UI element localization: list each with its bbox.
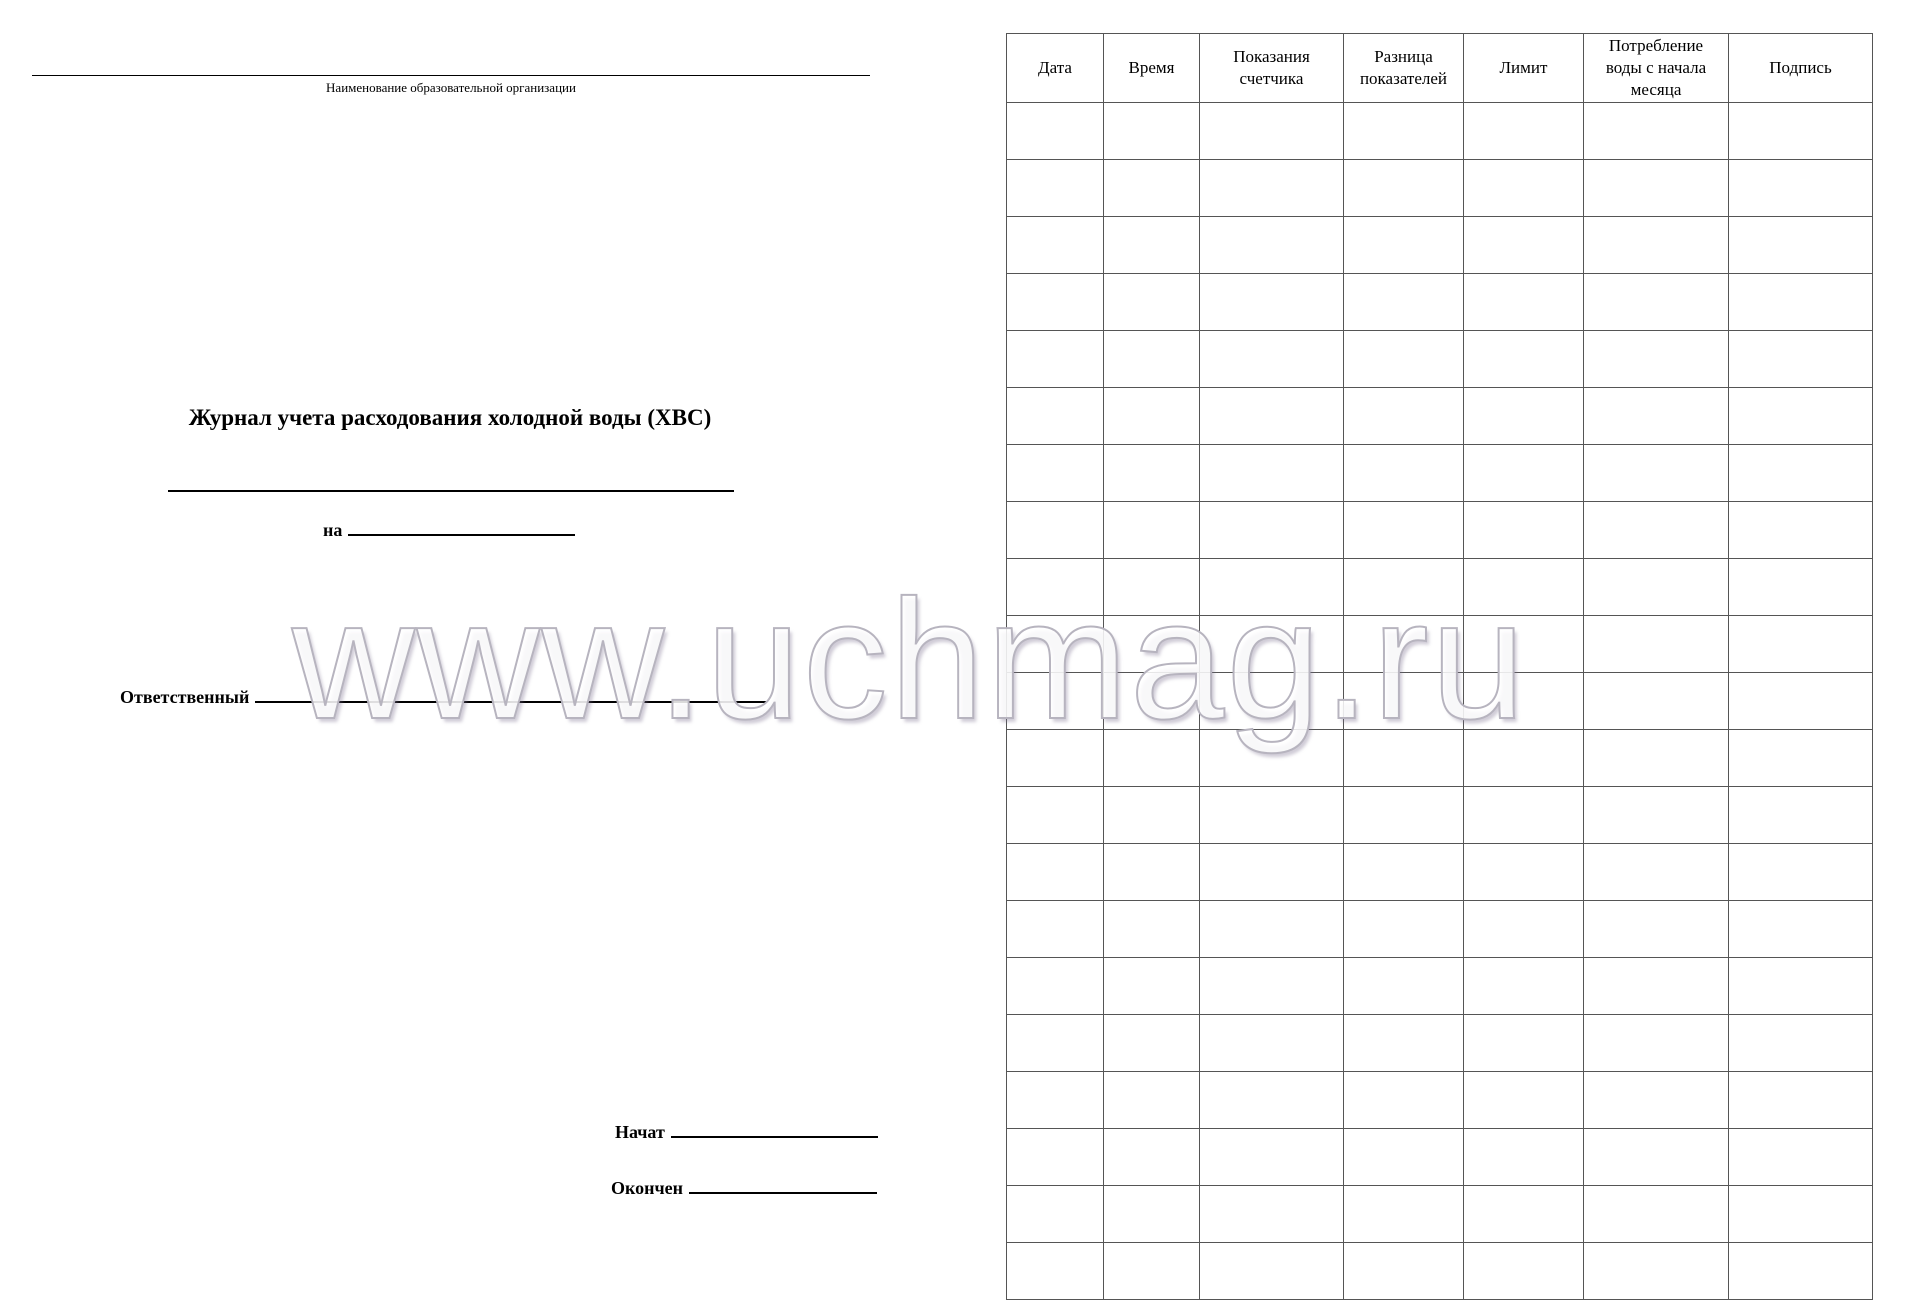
- table-cell[interactable]: [1729, 388, 1873, 445]
- table-cell[interactable]: [1464, 1186, 1584, 1243]
- table-cell[interactable]: [1007, 1072, 1104, 1129]
- table-cell[interactable]: [1584, 331, 1729, 388]
- table-cell[interactable]: [1344, 160, 1464, 217]
- table-cell[interactable]: [1584, 1129, 1729, 1186]
- table-cell[interactable]: [1464, 388, 1584, 445]
- table-cell[interactable]: [1344, 103, 1464, 160]
- organization-name-caption: Наименование образовательной организации: [326, 80, 576, 95]
- table-cell[interactable]: [1729, 730, 1873, 787]
- table-cell[interactable]: [1200, 1186, 1344, 1243]
- table-cell[interactable]: [1344, 217, 1464, 274]
- table-row: [1007, 1186, 1873, 1243]
- table-cell[interactable]: [1344, 787, 1464, 844]
- table-cell[interactable]: [1584, 673, 1729, 730]
- table-cell[interactable]: [1007, 388, 1104, 445]
- table-cell[interactable]: [1584, 787, 1729, 844]
- table-cell[interactable]: [1104, 673, 1200, 730]
- table-cell[interactable]: [1584, 1186, 1729, 1243]
- table-cell[interactable]: [1104, 559, 1200, 616]
- table-cell[interactable]: [1200, 901, 1344, 958]
- table-row: [1007, 901, 1873, 958]
- table-cell[interactable]: [1104, 1072, 1200, 1129]
- table-cell[interactable]: [1104, 1186, 1200, 1243]
- table-cell[interactable]: [1464, 844, 1584, 901]
- column-header-limit: Лимит: [1464, 34, 1584, 103]
- table-cell[interactable]: [1200, 331, 1344, 388]
- table-cell[interactable]: [1729, 844, 1873, 901]
- started-label: Начат: [615, 1122, 665, 1142]
- table-cell[interactable]: [1200, 1243, 1344, 1300]
- table-cell[interactable]: [1344, 1015, 1464, 1072]
- table-row: [1007, 1243, 1873, 1300]
- column-header-monthly-consumption: Потребление воды с начала месяца: [1584, 34, 1729, 103]
- table-cell[interactable]: [1729, 502, 1873, 559]
- table-cell[interactable]: [1104, 445, 1200, 502]
- table-cell[interactable]: [1584, 1243, 1729, 1300]
- table-cell[interactable]: [1200, 1129, 1344, 1186]
- table-cell[interactable]: [1344, 331, 1464, 388]
- started-field: [615, 1122, 878, 1143]
- table-cell[interactable]: [1344, 445, 1464, 502]
- subtitle-blank-line[interactable]: [168, 490, 734, 492]
- table-cell[interactable]: [1200, 274, 1344, 331]
- table-cell[interactable]: [1584, 958, 1729, 1015]
- table-cell[interactable]: [1729, 1072, 1873, 1129]
- table-cell[interactable]: [1344, 730, 1464, 787]
- table-cell[interactable]: [1200, 1015, 1344, 1072]
- table-cell[interactable]: [1464, 616, 1584, 673]
- table-cell[interactable]: [1464, 1243, 1584, 1300]
- started-blank-line[interactable]: [671, 1134, 878, 1138]
- table-cell[interactable]: [1344, 502, 1464, 559]
- table-cell[interactable]: [1200, 616, 1344, 673]
- table-cell[interactable]: [1200, 730, 1344, 787]
- responsible-label: Ответственный: [120, 687, 250, 707]
- table-header-row: [1007, 34, 1873, 103]
- table-cell[interactable]: [1007, 217, 1104, 274]
- table-cell[interactable]: [1104, 217, 1200, 274]
- table-cell[interactable]: [1464, 730, 1584, 787]
- table-cell[interactable]: [1104, 844, 1200, 901]
- table-cell[interactable]: [1584, 844, 1729, 901]
- column-header-time: Время: [1104, 34, 1200, 103]
- table-cell[interactable]: [1344, 274, 1464, 331]
- table-cell[interactable]: [1104, 1015, 1200, 1072]
- responsible-field: [120, 687, 767, 708]
- table-cell[interactable]: [1007, 445, 1104, 502]
- table-cell[interactable]: [1584, 559, 1729, 616]
- table-cell[interactable]: [1104, 1129, 1200, 1186]
- table-cell[interactable]: [1007, 331, 1104, 388]
- table-cell[interactable]: [1344, 388, 1464, 445]
- table-row: [1007, 1072, 1873, 1129]
- table-cell[interactable]: [1344, 673, 1464, 730]
- table-cell[interactable]: [1344, 1072, 1464, 1129]
- table-cell[interactable]: [1344, 958, 1464, 1015]
- organization-name-line[interactable]: [32, 75, 870, 76]
- table-cell[interactable]: [1584, 502, 1729, 559]
- table-cell[interactable]: [1007, 901, 1104, 958]
- table-cell[interactable]: [1007, 787, 1104, 844]
- period-label: на: [323, 520, 343, 540]
- table-cell[interactable]: [1344, 1129, 1464, 1186]
- table-cell[interactable]: [1464, 787, 1584, 844]
- consumption-log-table: [1006, 33, 1873, 1300]
- table-row: [1007, 559, 1873, 616]
- table-cell[interactable]: [1344, 1186, 1464, 1243]
- table-row: [1007, 331, 1873, 388]
- table-cell[interactable]: [1200, 217, 1344, 274]
- table-cell[interactable]: [1104, 274, 1200, 331]
- table-cell[interactable]: [1104, 160, 1200, 217]
- table-cell[interactable]: [1344, 901, 1464, 958]
- table-cell[interactable]: [1729, 1015, 1873, 1072]
- table-cell[interactable]: [1464, 217, 1584, 274]
- table-cell[interactable]: [1729, 274, 1873, 331]
- table-cell[interactable]: [1344, 616, 1464, 673]
- table-cell[interactable]: [1584, 217, 1729, 274]
- table-body: [1007, 103, 1873, 1300]
- table-cell[interactable]: [1007, 673, 1104, 730]
- table-cell[interactable]: [1464, 103, 1584, 160]
- table-cell[interactable]: [1200, 388, 1344, 445]
- table-cell[interactable]: [1104, 331, 1200, 388]
- table-cell[interactable]: [1200, 844, 1344, 901]
- table-cell[interactable]: [1104, 502, 1200, 559]
- table-cell[interactable]: [1104, 1243, 1200, 1300]
- table-row: [1007, 445, 1873, 502]
- table-cell[interactable]: [1007, 1015, 1104, 1072]
- table-cell[interactable]: [1344, 559, 1464, 616]
- table-cell[interactable]: [1729, 958, 1873, 1015]
- table-cell[interactable]: [1729, 673, 1873, 730]
- table-cell[interactable]: [1729, 1186, 1873, 1243]
- table-cell[interactable]: [1200, 502, 1344, 559]
- table-cell[interactable]: [1584, 274, 1729, 331]
- table-cell[interactable]: [1584, 730, 1729, 787]
- table-cell[interactable]: [1464, 958, 1584, 1015]
- ended-blank-line[interactable]: [689, 1190, 877, 1194]
- table-cell[interactable]: [1584, 901, 1729, 958]
- table-row: [1007, 274, 1873, 331]
- table-cell[interactable]: [1200, 787, 1344, 844]
- period-field: [323, 520, 575, 541]
- table-cell[interactable]: [1007, 958, 1104, 1015]
- table-cell[interactable]: [1464, 901, 1584, 958]
- table-cell[interactable]: [1729, 331, 1873, 388]
- table-cell[interactable]: [1584, 445, 1729, 502]
- table-cell[interactable]: [1729, 1243, 1873, 1300]
- table-row: [1007, 1129, 1873, 1186]
- table-cell[interactable]: [1464, 331, 1584, 388]
- journal-title: Журнал учета расходования холодной воды (ХВС): [188, 405, 712, 430]
- table-cell[interactable]: [1007, 616, 1104, 673]
- table-cell[interactable]: [1104, 103, 1200, 160]
- period-blank-line[interactable]: [348, 532, 575, 536]
- table-cell[interactable]: [1584, 103, 1729, 160]
- table-cell[interactable]: [1007, 274, 1104, 331]
- table-cell[interactable]: [1104, 616, 1200, 673]
- table-cell[interactable]: [1584, 388, 1729, 445]
- column-header-date: Дата: [1007, 34, 1104, 103]
- table-row: [1007, 502, 1873, 559]
- table-cell[interactable]: [1729, 787, 1873, 844]
- table-cell[interactable]: [1729, 616, 1873, 673]
- table-cell[interactable]: [1007, 502, 1104, 559]
- table-cell[interactable]: [1200, 445, 1344, 502]
- table-cell[interactable]: [1007, 103, 1104, 160]
- column-header-signature: Подпись: [1729, 34, 1873, 103]
- table-cell[interactable]: [1729, 1129, 1873, 1186]
- table-cell[interactable]: [1104, 730, 1200, 787]
- table-row: [1007, 388, 1873, 445]
- table-cell[interactable]: [1464, 1072, 1584, 1129]
- table-cell[interactable]: [1729, 103, 1873, 160]
- table-row: [1007, 160, 1873, 217]
- column-header-difference: Разница показателей: [1344, 34, 1464, 103]
- table-cell[interactable]: [1104, 958, 1200, 1015]
- table-cell[interactable]: [1464, 1129, 1584, 1186]
- table-cell[interactable]: [1104, 787, 1200, 844]
- table-cell[interactable]: [1344, 1243, 1464, 1300]
- table-cell[interactable]: [1200, 1072, 1344, 1129]
- table-row: [1007, 217, 1873, 274]
- table-cell[interactable]: [1200, 673, 1344, 730]
- table-cell[interactable]: [1007, 559, 1104, 616]
- table-cell[interactable]: [1729, 901, 1873, 958]
- column-header-meter-reading: Показания счетчика: [1200, 34, 1344, 103]
- table-row: [1007, 730, 1873, 787]
- table-cell[interactable]: [1007, 1129, 1104, 1186]
- table-cell[interactable]: [1007, 730, 1104, 787]
- table-cell[interactable]: [1104, 388, 1200, 445]
- table-cell[interactable]: [1464, 559, 1584, 616]
- table-cell[interactable]: [1729, 559, 1873, 616]
- ended-field: [611, 1178, 877, 1199]
- ended-label: Окончен: [611, 1178, 684, 1198]
- table-cell[interactable]: [1584, 160, 1729, 217]
- table-row: [1007, 958, 1873, 1015]
- table-cell[interactable]: [1200, 559, 1344, 616]
- watermark: www.uchmag.ru: [292, 565, 1528, 755]
- table-cell[interactable]: [1729, 445, 1873, 502]
- table-row: [1007, 1015, 1873, 1072]
- table-row: [1007, 673, 1873, 730]
- table-cell[interactable]: [1104, 901, 1200, 958]
- table-cell[interactable]: [1464, 502, 1584, 559]
- table-cell[interactable]: [1007, 844, 1104, 901]
- table-cell[interactable]: [1584, 1015, 1729, 1072]
- table-cell[interactable]: [1200, 160, 1344, 217]
- table-cell[interactable]: [1007, 160, 1104, 217]
- table-cell[interactable]: [1464, 160, 1584, 217]
- table-cell[interactable]: [1464, 445, 1584, 502]
- table-row: [1007, 616, 1873, 673]
- table-cell[interactable]: [1584, 1072, 1729, 1129]
- table-cell[interactable]: [1464, 1015, 1584, 1072]
- table-row: [1007, 103, 1873, 160]
- table-row: [1007, 787, 1873, 844]
- table-cell[interactable]: [1464, 673, 1584, 730]
- table-cell[interactable]: [1584, 616, 1729, 673]
- table-cell[interactable]: [1729, 217, 1873, 274]
- table-cell[interactable]: [1344, 844, 1464, 901]
- table-cell[interactable]: [1729, 160, 1873, 217]
- table-cell[interactable]: [1464, 274, 1584, 331]
- table-cell[interactable]: [1200, 958, 1344, 1015]
- table-row: [1007, 844, 1873, 901]
- table-cell[interactable]: [1007, 1186, 1104, 1243]
- responsible-blank-line[interactable]: [255, 699, 767, 703]
- table-cell[interactable]: [1200, 103, 1344, 160]
- table-cell[interactable]: [1007, 1243, 1104, 1300]
